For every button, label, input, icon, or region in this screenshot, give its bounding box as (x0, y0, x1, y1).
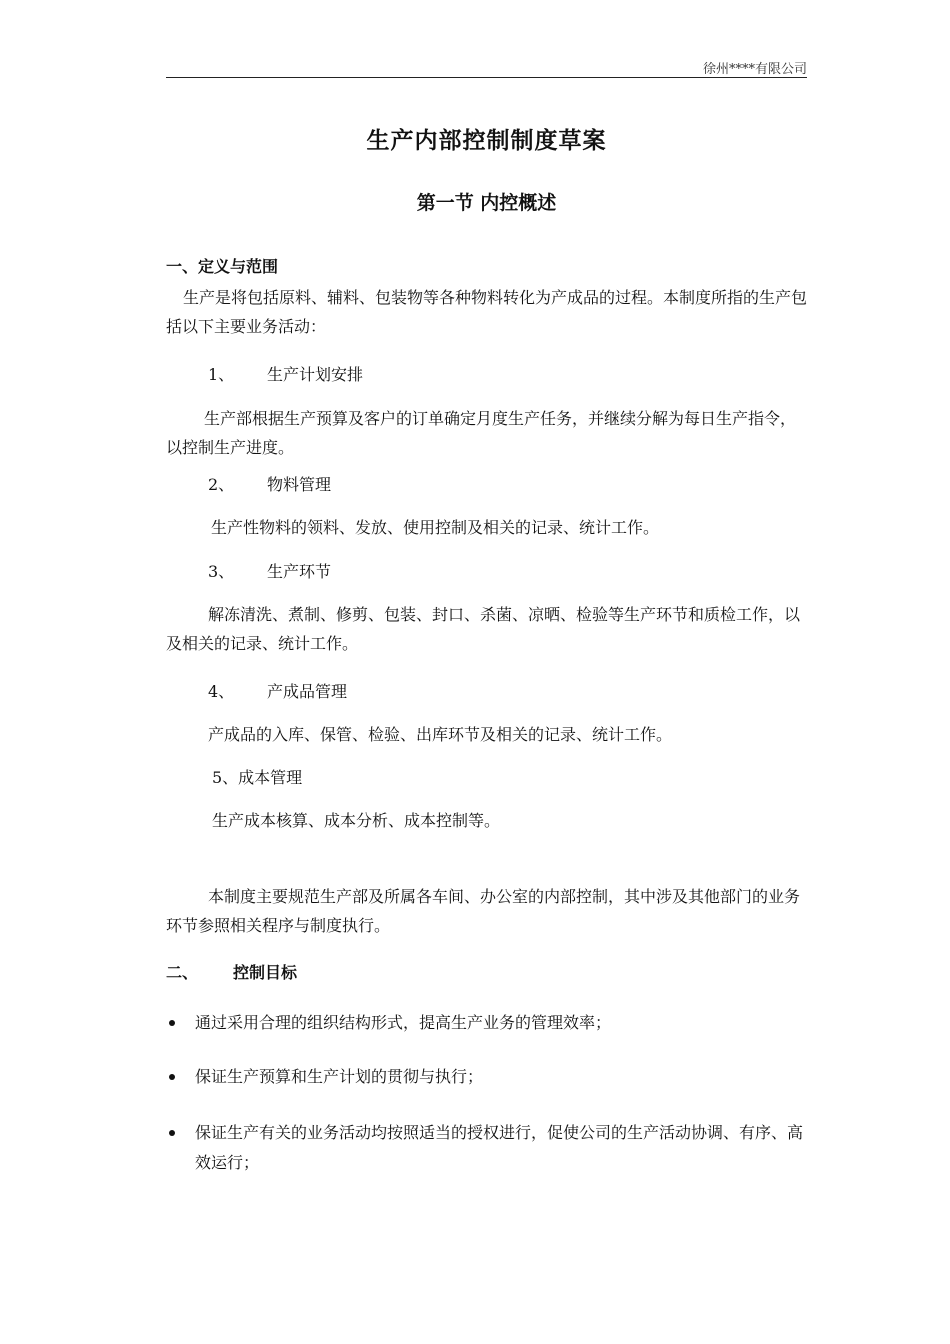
bullet-dot-icon (169, 1130, 175, 1136)
bullet-text-3: 保证生产有关的业务活动均按照适当的授权进行，促使公司的生产活动协调、有序、高效运行； (195, 1123, 804, 1172)
item-4-number: 4、 (208, 682, 235, 701)
bullet-item-2 (166, 1062, 826, 1092)
item-2-number: 2、 (208, 475, 235, 494)
part2-heading (166, 960, 297, 983)
header-rule (166, 77, 807, 78)
bullet-item-1 (166, 1008, 826, 1038)
bullet-item-3 (166, 1118, 826, 1178)
part2-heading-label: 控制目标 (233, 963, 298, 982)
item-1-desc: 生产部根据生产预算及客户的订单确定月度生产任务，并继续分解为每日生产指令，以控制生产进度。 (166, 409, 797, 457)
item-5-desc: 生产成本核算、成本分析、成本控制等。 (212, 811, 501, 830)
bullet-text-1: 通过采用合理的组织结构形式，提高生产业务的管理效率； (195, 1013, 612, 1032)
item-3-label: 生产环节 (267, 562, 332, 581)
item-1-title (208, 362, 363, 385)
item-1-number: 1、 (208, 365, 235, 384)
section-title: 第一节 内控概述 (416, 192, 557, 214)
part1-heading: 一、定义与范围 (166, 257, 279, 276)
item-4-title (208, 679, 347, 702)
item-4-label: 产成品管理 (267, 682, 348, 701)
bullet-dot-icon (169, 1020, 175, 1026)
bullet-dot-icon (169, 1074, 175, 1080)
item-3-desc: 解冻清洗、煮制、修剪、包装、封口、杀菌、凉晒、检验等生产环节和质检工作，以及相关的记录、统计工作。 (166, 605, 801, 653)
item-2-title (208, 472, 331, 495)
item-1-label: 生产计划安排 (267, 365, 364, 384)
item-3-number: 3、 (208, 562, 235, 581)
scope-note: 本制度主要规范生产部及所属各车间、办公室的内部控制，其中涉及其他部门的业务环节参照相关程序与制度执行。 (166, 887, 801, 935)
document-title: 生产内部控制制度草案 (366, 128, 607, 154)
item-5-title: 5、成本管理 (212, 768, 303, 787)
item-4-desc: 产成品的入库、保管、检验、出库环节及相关的记录、统计工作。 (208, 725, 673, 744)
item-2-desc: 生产性物料的领料、发放、使用控制及相关的记录、统计工作。 (211, 518, 660, 537)
item-2-label: 物料管理 (267, 475, 332, 494)
part1-intro: 生产是将包括原料、辅料、包装物等各种物料转化为产成品的过程。本制度所指的生产包括以下主要业务活动： (166, 288, 808, 336)
part2-heading-number: 二、 (166, 963, 199, 982)
header-company: 徐州****有限公司 (702, 62, 807, 77)
item-3-title (208, 559, 331, 582)
bullet-text-2: 保证生产预算和生产计划的贯彻与执行； (195, 1067, 484, 1086)
